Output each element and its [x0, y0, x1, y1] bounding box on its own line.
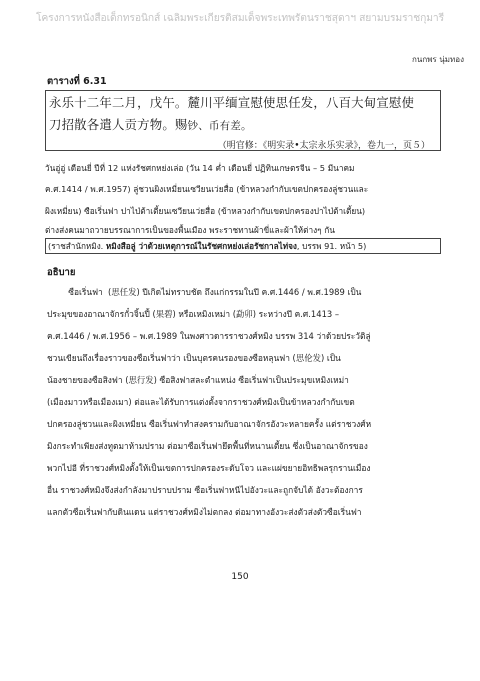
chinese-text-box	[45, 90, 441, 151]
citation-box	[45, 238, 441, 254]
author-name: กนกพร นุ่มทอง	[412, 55, 464, 64]
chinese-line-2-small: 钞、币有差。	[187, 120, 252, 132]
chinese-line-2	[49, 117, 439, 134]
citation-prefix: (ราชสำนักหมิง.	[48, 241, 106, 251]
page-header: โครงการหนังสือเด็กทรอนิกส์ เฉลิมพระเกียรติสมเด็จพระเทพรัตนราชสุดาฯ สยามบรมราชกุมารี	[35, 12, 445, 24]
paragraph-line: ซือเริ่นฟา (思任发) ปีเกิดไม่ทราบชัด ถึงแก่กรรมในปี ค.ศ.1446 / พ.ศ.1989 เป็น	[47, 287, 362, 297]
paragraph-line: น้องชายของซือสิงฟา (思行发) ซือสิงฟาสละตำแหน่ง ซือเริ่นฟาเป็นประมุขเหมิงเหม่า	[47, 375, 349, 385]
citation-bold-title: หมิงสือลู่ ว่าด้วยเหตุการณ์ในรัชศกหย่งเล่อรัชกาลไท่จง	[105, 241, 297, 251]
translation-line-4: ต่างส่งคนมาถวายบรรณาการเป็นของพื้นเมือง พระราชทานผ้าขี่และผ้าให้ต่างๆ กัน	[45, 225, 335, 235]
paragraph-line: ค.ศ.1446 / พ.ศ.1956 – พ.ศ.1989 ในพงศาวดารราชวงศ์หมิง บรรพ 314 ว่าด้วยประวัติลู่	[47, 331, 371, 341]
paragraph-line: อื่น ราชวงศ์หมิงจึงส่งกำลังมาปราบปราม ซือเริ่นฟาหนีไปอังวะและถูกจับได้ อังวะต้องการ	[47, 485, 363, 495]
paragraph-line: มิงกระทำเพียงส่งทูตมาห้ามปราม ต่อมาซือเริ่นฟายึดพื้นที่หนานเตี้ยน ซึ่งเป็นอาณาจักรของ	[47, 441, 368, 451]
translation-line-1: วันอู่อู่ เดือนยี่ ปีที่ 12 แห่งรัชศกหย่งเล่อ (วัน 14 ค่ำ เดือนยี่ ปฏิทินเกษตรจีน – 5 มีนาคม	[45, 163, 355, 173]
translation-line-2: ค.ศ.1414 / พ.ศ.1957) ลู่ชวนผิงเหมี่ยนเซวียนเว่ยสื่อ (ข้าหลวงกำกับเขตปกครองลู่ชวนและ	[45, 184, 369, 194]
paragraph-line: ชวนเขียนถึงเรื่องราวของซือเริ่นฟาว่า เป็นบุตรคนรองของซือหลุนฟา (思伦发) เป็น	[47, 353, 341, 363]
paragraph-line: (เมืองมาวหรือเมืองเมา) ต่อและได้รับการแต่งตั้งจากราชวงศ์หมิงเป็นข้าหลวงกำกับเขต	[47, 397, 355, 407]
table-title: ตารางที่ 6.31	[47, 76, 107, 87]
chinese-source: （明官修：《明实录•太宗永乐实录》，卷九一，页５）	[217, 141, 430, 151]
chinese-line-2-main: 刀招散各遣人贡方物。赐	[49, 117, 188, 132]
paragraph-line: แลกตัวซือเริ่นฟากับดินแดน แต่ราชวงศ์หมิงไม่ตกลง ต่อมาทางอังวะส่งตัวส่งตัวซือเริ่นฟา	[47, 507, 362, 517]
translation-line-3: ผิงเหมี่ยน) ซือเริ่นฟา ปาไป่ต้าเตี้ยนเซวียนเว่ยสื่อ (ข้าหลวงกำกับเขตปกครองปาไป่ต้าเตี้ยน)	[45, 206, 366, 216]
paragraph-line: ประมุขของอาณาจักรกั๋วจิ้นปี้ (果碧) หรือเหมิงเหม่า (勐卯) ระหว่างปี ค.ศ.1413 –	[47, 309, 340, 319]
citation-suffix: , บรรพ 91. หน้า 5)	[296, 241, 367, 251]
paragraph-line: พวกไปอี ที่ราชวงศ์หมิงตั้งให้เป็นเขตการปกครองระดับโจว และแผ่ขยายอิทธิพลรุกรานเมือง	[47, 463, 371, 473]
page-number: 150	[231, 572, 249, 582]
section-heading: อธิบาย	[47, 267, 76, 278]
paragraph-line: ปกครองลู่ชวนและผิงเหมี่ยน ซือเริ่นฟาทำสงครามกับอาณาจักรอังวะหลายครั้ง แต่ราชวงศ์ห	[47, 419, 372, 429]
chinese-line-1: 永乐十二年二月，戊午。麓川平缅宣慰使思任发，八百大甸宣慰使	[49, 95, 415, 110]
